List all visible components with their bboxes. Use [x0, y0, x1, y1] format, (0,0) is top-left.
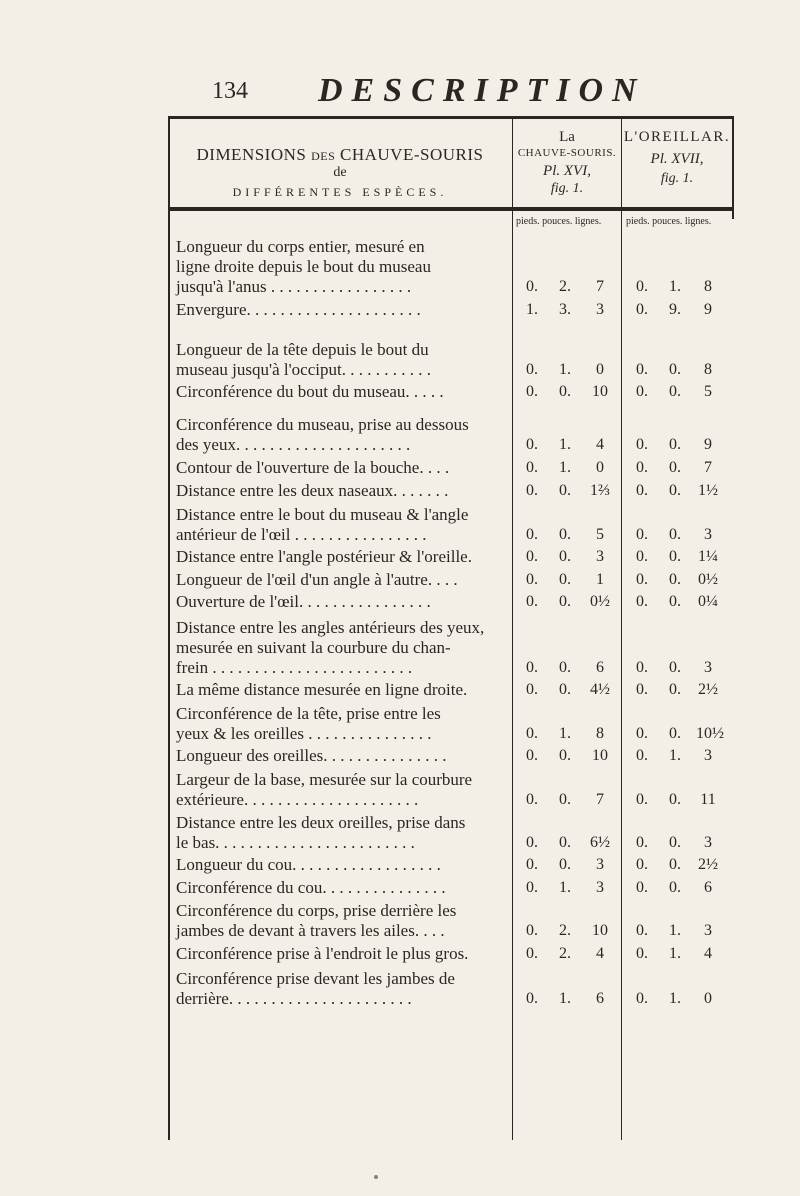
value-b-pouces: 0. — [669, 526, 681, 543]
value-a-pieds: 0. — [526, 747, 538, 764]
table-row — [168, 503, 734, 545]
value-b-lignes: 0¼ — [698, 593, 718, 610]
value-b-pieds: 0. — [636, 791, 648, 808]
value-a-lignes: 4½ — [590, 681, 610, 698]
dimensions-table — [168, 119, 734, 1140]
value-a-pouces: 1. — [559, 361, 571, 378]
value-a-pouces: 0. — [559, 593, 571, 610]
value-a-pouces: 0. — [559, 681, 571, 698]
value-b-pouces: 0. — [669, 725, 681, 742]
value-a-lignes: 4 — [596, 436, 604, 453]
col-a-line4: fig. 1. — [550, 181, 584, 196]
value-b-pieds: 0. — [636, 548, 648, 565]
value-b-pieds: 0. — [636, 459, 648, 476]
value-b-lignes: 8 — [704, 278, 712, 295]
value-b-pieds: 0. — [636, 990, 648, 1007]
value-b-lignes: 11 — [700, 791, 716, 808]
table-row — [168, 569, 734, 590]
value-b-pieds: 0. — [636, 301, 648, 318]
value-b-pouces: 0. — [669, 593, 681, 610]
value-a-lignes: 7 — [596, 791, 604, 808]
value-b-lignes: 3 — [704, 747, 712, 764]
row-label: Distance entre les angles antérieurs des yeux, mesurée en suivant la courbure du chan- frein . . . . . . . . . . . . . . . . . . . . . . . . — [176, 618, 485, 677]
value-b-pieds: 0. — [636, 725, 648, 742]
value-a-pouces: 0. — [559, 791, 571, 808]
value-b-pieds: 0. — [636, 856, 648, 873]
page-header — [0, 0, 800, 120]
value-a-pouces: 1. — [559, 459, 571, 476]
value-b-pieds: 0. — [636, 834, 648, 851]
value-a-pouces: 0. — [559, 856, 571, 873]
value-b-pieds: 0. — [636, 593, 648, 610]
value-a-pieds: 0. — [526, 834, 538, 851]
row-label: Longueur de l'œil d'un angle à l'autre. . . . — [176, 570, 458, 589]
value-b-lignes: 0½ — [698, 571, 718, 588]
value-b-lignes: 4 — [704, 945, 712, 962]
table-row — [168, 457, 734, 478]
table-row — [168, 299, 734, 320]
value-b-pieds: 0. — [636, 659, 648, 676]
col-b-line3: fig. 1. — [660, 171, 694, 186]
row-label: Longueur de la tête depuis le bout du museau jusqu'à l'occiput. . . . . . . . . . . — [176, 340, 431, 379]
value-b-pieds: 0. — [636, 482, 648, 499]
table-row — [168, 404, 734, 455]
table-row — [168, 547, 734, 567]
value-a-pieds: 0. — [526, 278, 538, 295]
value-b-pieds: 0. — [636, 571, 648, 588]
row-label: La même distance mesurée en ligne droite. — [176, 680, 468, 699]
value-a-lignes: 1⅔ — [590, 482, 610, 499]
row-label: Distance entre les deux naseaux. . . . . . . — [176, 481, 449, 500]
value-b-pouces: 0. — [669, 681, 681, 698]
value-b-lignes: 3 — [704, 922, 712, 939]
value-a-pouces: 0. — [559, 383, 571, 400]
value-a-pouces: 2. — [559, 278, 571, 295]
value-a-lignes: 6 — [596, 659, 604, 676]
value-b-pieds: 0. — [636, 945, 648, 962]
value-b-lignes: 5 — [704, 383, 712, 400]
value-a-pieds: 0. — [526, 681, 538, 698]
value-b-lignes: 6 — [704, 879, 712, 896]
table-row — [168, 702, 734, 744]
value-b-pouces: 0. — [669, 879, 681, 896]
value-a-pouces: 0. — [559, 834, 571, 851]
row-label: Ouverture de l'œil. . . . . . . . . . . . . . . . — [176, 592, 431, 611]
value-a-lignes: 10 — [592, 383, 608, 400]
table-title-line1 — [168, 145, 512, 165]
page-mark — [374, 1175, 378, 1179]
value-a-pieds: 0. — [526, 571, 538, 588]
value-b-lignes: 1½ — [698, 482, 718, 499]
value-b-pouces: 1. — [669, 747, 681, 764]
value-b-pouces: 0. — [669, 482, 681, 499]
value-b-lignes: 3 — [704, 659, 712, 676]
value-a-lignes: 3 — [596, 548, 604, 565]
value-b-pouces: 9. — [669, 301, 681, 318]
value-a-lignes: 3 — [596, 879, 604, 896]
value-a-lignes: 4 — [596, 945, 604, 962]
units-label-b: pieds. pouces. lignes. — [626, 216, 712, 227]
value-a-lignes: 1 — [596, 571, 604, 588]
value-b-pieds: 0. — [636, 922, 648, 939]
row-label: Longueur des oreilles. . . . . . . . . . . . . . . — [176, 746, 447, 765]
table-right-border — [732, 119, 734, 219]
value-a-pieds: 0. — [526, 593, 538, 610]
col-b-line2: Pl. XVII, — [650, 151, 704, 167]
value-a-pieds: 0. — [526, 659, 538, 676]
row-label: Longueur du corps entier, mesuré en ligne droite depuis le bout du museau jusqu'à l'anus . . . . . . . . . . . . . . . . . — [176, 237, 431, 296]
value-b-lignes: 0 — [704, 990, 712, 1007]
row-label: Distance entre le bout du museau & l'angle antérieur de l'œil . . . . . . . . . . . . . . . . — [176, 505, 469, 544]
column-header-chauve-souris — [513, 119, 621, 207]
value-b-pouces: 0. — [669, 571, 681, 588]
table-row — [168, 746, 734, 766]
value-b-pouces: 0. — [669, 791, 681, 808]
value-b-pieds: 0. — [636, 747, 648, 764]
page-number: 134 — [212, 78, 248, 104]
value-a-pieds: 0. — [526, 526, 538, 543]
value-a-pouces: 0. — [559, 747, 571, 764]
value-a-lignes: 0 — [596, 361, 604, 378]
value-b-pouces: 0. — [669, 383, 681, 400]
value-a-pieds: 0. — [526, 945, 538, 962]
table-row — [168, 480, 734, 501]
table-row — [168, 855, 734, 875]
value-a-pouces: 0. — [559, 548, 571, 565]
col-a-line3: Pl. XVI, — [543, 163, 591, 179]
table-row — [168, 943, 734, 964]
value-b-pouces: 0. — [669, 548, 681, 565]
value-a-pieds: 0. — [526, 990, 538, 1007]
table-row — [168, 614, 734, 678]
value-b-lignes: 7 — [704, 459, 712, 476]
table-row — [168, 382, 734, 402]
table-row — [168, 592, 734, 612]
col-a-line2: CHAUVE-SOURIS. — [517, 147, 617, 159]
value-b-pouces: 0. — [669, 459, 681, 476]
table-row — [168, 900, 734, 941]
value-b-pouces: 1. — [669, 922, 681, 939]
value-b-pieds: 0. — [636, 436, 648, 453]
row-label: Circonférence prise à l'endroit le plus gros. — [176, 944, 469, 963]
value-b-lignes: 10½ — [696, 725, 724, 742]
value-a-lignes: 8 — [596, 725, 604, 742]
value-a-pieds: 0. — [526, 459, 538, 476]
value-b-pieds: 0. — [636, 278, 648, 295]
row-label: Contour de l'ouverture de la bouche. . . . — [176, 458, 450, 477]
running-title: DESCRIPTION — [318, 72, 646, 109]
row-label: Circonférence du museau, prise au dessous des yeux. . . . . . . . . . . . . . . . . . . . . — [176, 415, 469, 454]
table-title-line3: DIFFÉRENTES ESPÈCES. — [232, 185, 448, 199]
value-a-pouces: 3. — [559, 301, 571, 318]
value-b-lignes: 2½ — [698, 681, 718, 698]
table-row — [168, 237, 734, 297]
col-a-line1: La — [559, 129, 575, 145]
value-a-lignes: 0½ — [590, 593, 610, 610]
value-a-pieds: 0. — [526, 922, 538, 939]
value-a-pieds: 0. — [526, 791, 538, 808]
value-b-pouces: 1. — [669, 278, 681, 295]
table-row — [168, 680, 734, 700]
value-a-pouces: 0. — [559, 659, 571, 676]
value-b-lignes: 9 — [704, 436, 712, 453]
value-a-pouces: 2. — [559, 945, 571, 962]
value-b-pouces: 1. — [669, 945, 681, 962]
value-a-lignes: 10 — [592, 922, 608, 939]
value-a-pieds: 0. — [526, 383, 538, 400]
table-row — [168, 966, 734, 1009]
row-label: Circonférence prise devant les jambes de derrière. . . . . . . . . . . . . . . . . . . . . . — [176, 969, 455, 1008]
value-b-lignes: 1¼ — [698, 548, 718, 565]
value-b-pieds: 0. — [636, 383, 648, 400]
table-row — [168, 812, 734, 853]
table-row — [168, 877, 734, 898]
table-row — [168, 322, 734, 380]
value-b-pouces: 1. — [669, 990, 681, 1007]
value-a-lignes: 10 — [592, 747, 608, 764]
value-a-pieds: 0. — [526, 482, 538, 499]
value-a-pieds: 1. — [526, 301, 538, 318]
row-label: Envergure. . . . . . . . . . . . . . . . . . . . . — [176, 300, 421, 319]
value-a-lignes: 7 — [596, 278, 604, 295]
value-a-lignes: 6½ — [590, 834, 610, 851]
title-chauve-souris: CHAUVE-SOURIS — [340, 145, 484, 164]
value-a-pieds: 0. — [526, 725, 538, 742]
row-label: Circonférence de la tête, prise entre les yeux & les oreilles . . . . . . . . . . . . . . . — [176, 704, 441, 743]
value-b-lignes: 9 — [704, 301, 712, 318]
value-a-pieds: 0. — [526, 361, 538, 378]
value-a-pouces: 0. — [559, 526, 571, 543]
title-dimensions: DIMENSIONS — [196, 145, 307, 164]
value-a-pieds: 0. — [526, 879, 538, 896]
value-a-pieds: 0. — [526, 856, 538, 873]
units-label-a: pieds. pouces. lignes. — [516, 216, 602, 227]
col-b-line1: L'OREILLAR. — [623, 129, 731, 145]
row-label: Largeur de la base, mesurée sur la courbure extérieure. . . . . . . . . . . . . . . . . . . . . — [176, 770, 473, 809]
row-label: Circonférence du cou. . . . . . . . . . . . . . . — [176, 878, 446, 897]
value-b-pouces: 0. — [669, 856, 681, 873]
row-label: Circonférence du bout du museau. . . . . — [176, 382, 444, 401]
header-separator — [168, 207, 734, 211]
row-label: Circonférence du corps, prise derrière les jambes de devant à travers les ailes. . . . — [176, 901, 457, 940]
value-b-pouces: 0. — [669, 659, 681, 676]
title-des: DES — [311, 149, 336, 163]
table-title-line2: de — [333, 165, 347, 180]
row-label: Distance entre l'angle postérieur & l'oreille. — [176, 547, 472, 566]
value-a-pouces: 1. — [559, 436, 571, 453]
value-b-lignes: 8 — [704, 361, 712, 378]
value-a-lignes: 3 — [596, 856, 604, 873]
value-a-pouces: 0. — [559, 482, 571, 499]
value-b-pouces: 0. — [669, 436, 681, 453]
column-header-oreillar — [622, 119, 732, 207]
table-row — [168, 768, 734, 810]
value-a-pouces: 0. — [559, 571, 571, 588]
value-a-pieds: 0. — [526, 436, 538, 453]
value-b-lignes: 3 — [704, 526, 712, 543]
value-a-lignes: 0 — [596, 459, 604, 476]
table-title — [168, 119, 512, 207]
value-a-pouces: 1. — [559, 990, 571, 1007]
value-b-lignes: 3 — [704, 834, 712, 851]
value-b-pieds: 0. — [636, 361, 648, 378]
value-a-lignes: 6 — [596, 990, 604, 1007]
value-a-pouces: 1. — [559, 725, 571, 742]
value-a-lignes: 3 — [596, 301, 604, 318]
value-b-lignes: 2½ — [698, 856, 718, 873]
value-b-pouces: 0. — [669, 361, 681, 378]
value-b-pieds: 0. — [636, 526, 648, 543]
row-label: Distance entre les deux oreilles, prise dans le bas. . . . . . . . . . . . . . . . . . . . . . . . — [176, 813, 466, 852]
value-b-pieds: 0. — [636, 681, 648, 698]
value-a-pieds: 0. — [526, 548, 538, 565]
value-a-pouces: 2. — [559, 922, 571, 939]
value-a-lignes: 5 — [596, 526, 604, 543]
value-b-pieds: 0. — [636, 879, 648, 896]
value-b-pouces: 0. — [669, 834, 681, 851]
row-label: Longueur du cou. . . . . . . . . . . . . . . . . . — [176, 855, 441, 874]
value-a-pouces: 1. — [559, 879, 571, 896]
